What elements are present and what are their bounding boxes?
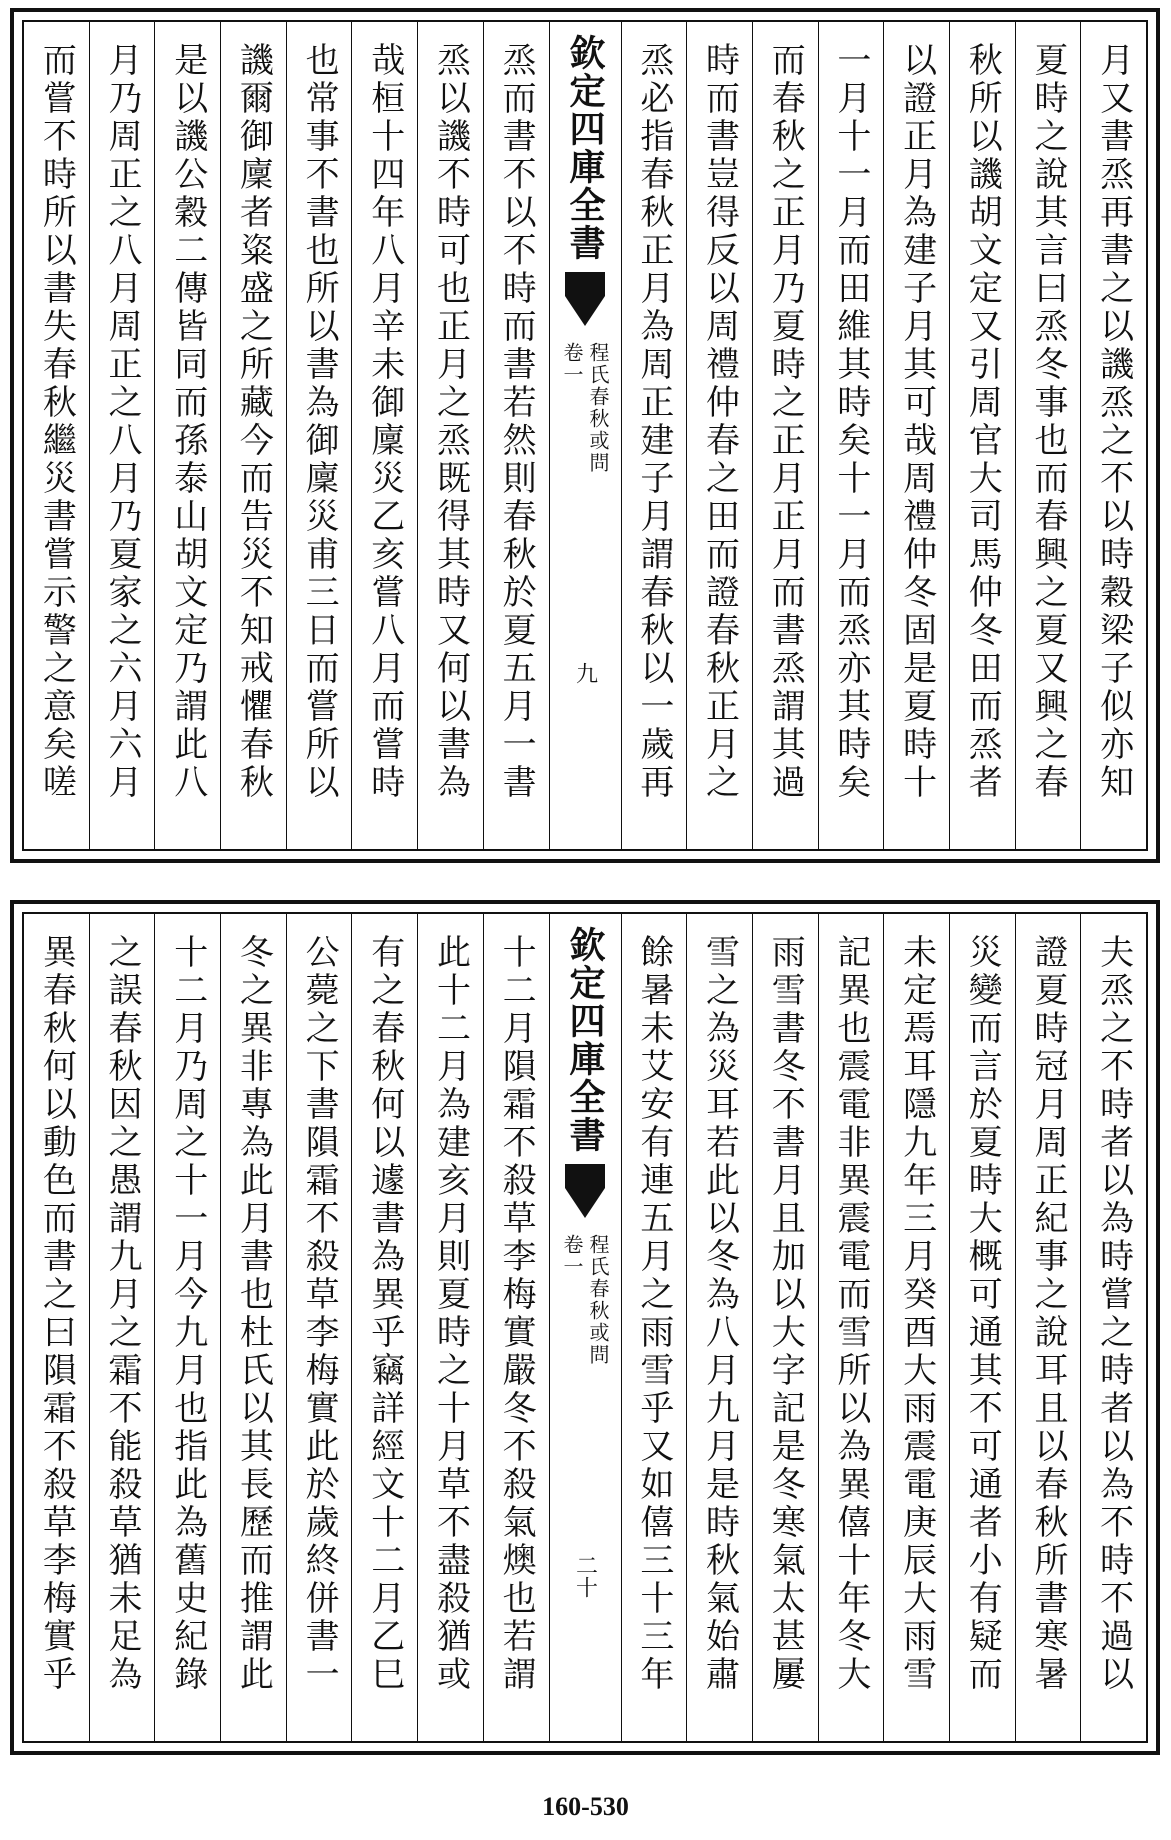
text-column bbox=[89, 22, 155, 849]
text-column bbox=[1080, 914, 1146, 1741]
fish-tail-mark-icon bbox=[565, 272, 605, 332]
page-center-fold bbox=[549, 914, 621, 1741]
column-text: 十二月隕霜不殺草李梅實嚴冬不殺氣燠也若謂 bbox=[496, 934, 537, 1694]
top-page bbox=[10, 8, 1160, 863]
text-column bbox=[351, 914, 417, 1741]
page-center-fold bbox=[549, 22, 621, 849]
text-column bbox=[949, 914, 1015, 1741]
work-title: 程氏春秋或問 bbox=[586, 1234, 610, 1366]
page-number: 九 bbox=[572, 662, 598, 684]
text-column bbox=[686, 914, 752, 1741]
work-title: 程氏春秋或問 bbox=[586, 342, 610, 474]
column-text: 哉桓十四年八月辛未御廩災乙亥嘗八月而嘗時 bbox=[364, 42, 405, 802]
page-code: 160-530 bbox=[542, 1792, 629, 1821]
column-text: 未定焉耳隱九年三月癸酉大雨震電庚辰大雨雪 bbox=[896, 934, 937, 1694]
text-column bbox=[220, 22, 286, 849]
book-title: 欽定四庫全書 bbox=[564, 34, 606, 262]
text-column bbox=[621, 914, 687, 1741]
text-column bbox=[483, 22, 549, 849]
column-text: 十二月乃周之十一月今九月也指此為舊史紀錄 bbox=[167, 934, 208, 1694]
text-column bbox=[818, 22, 884, 849]
text-column bbox=[621, 22, 687, 849]
text-column bbox=[883, 22, 949, 849]
column-text: 此十二月為建亥月則夏時之十月草不盡殺猶或 bbox=[430, 934, 471, 1694]
text-column bbox=[89, 914, 155, 1741]
column-text: 夫烝之不時者以為時嘗之時者以為不時不過以 bbox=[1093, 934, 1134, 1694]
text-column bbox=[417, 914, 483, 1741]
top-page-frame bbox=[22, 20, 1148, 851]
text-column bbox=[24, 914, 89, 1741]
column-text: 是以譏公穀二傳皆同而孫泰山胡文定乃謂此八 bbox=[167, 42, 208, 802]
bottom-page bbox=[10, 900, 1160, 1755]
text-column bbox=[220, 914, 286, 1741]
text-column bbox=[752, 914, 818, 1741]
column-text: 月又書烝再書之以譏烝之不以時穀梁子似亦知 bbox=[1093, 42, 1134, 802]
column-text: 餘暑未艾安有連五月之雨雪乎又如僖三十三年 bbox=[633, 934, 674, 1694]
column-text: 夏時之說其言曰烝冬事也而春興之夏又興之春 bbox=[1027, 42, 1068, 802]
column-text: 有之春秋何以遽書為異乎竊詳經文十二月乙巳 bbox=[364, 934, 405, 1694]
column-text: 烝以譏不時可也正月之烝既得其時又何以書為 bbox=[430, 42, 471, 802]
text-column bbox=[24, 22, 89, 849]
text-column bbox=[483, 914, 549, 1741]
text-column bbox=[1080, 22, 1146, 849]
column-text: 烝而書不以不時而書若然則春秋於夏五月一書 bbox=[496, 42, 537, 802]
text-column bbox=[818, 914, 884, 1741]
text-column bbox=[154, 22, 220, 849]
column-text: 一月十一月而田維其時矣十一月而烝亦其時矣 bbox=[830, 42, 871, 802]
column-text: 烝必指春秋正月為周正建子月謂春秋以一歲再 bbox=[633, 42, 674, 802]
page-number: 二十 bbox=[572, 1554, 598, 1598]
column-text: 異春秋何以動色而書之曰隕霜不殺草李梅實乎 bbox=[36, 934, 77, 1694]
column-text: 而嘗不時所以書失春秋繼災書嘗示警之意矣嗟 bbox=[36, 42, 77, 802]
column-text: 公薨之下書隕霜不殺草李梅實此於歲終併書一 bbox=[299, 934, 340, 1694]
volume-label: 卷一 bbox=[560, 342, 584, 386]
text-column bbox=[686, 22, 752, 849]
column-text: 雪之為災耳若此以冬為八月九月是時秋氣始肅 bbox=[699, 934, 740, 1694]
column-text: 譏爾御廩者粢盛之所藏今而告災不知戒懼春秋 bbox=[233, 42, 274, 802]
text-column bbox=[883, 914, 949, 1741]
text-column bbox=[417, 22, 483, 849]
book-title: 欽定四庫全書 bbox=[564, 926, 606, 1154]
text-column bbox=[752, 22, 818, 849]
fish-tail-mark-icon bbox=[565, 1164, 605, 1224]
column-text: 之誤春秋因之愚謂九月之霜不能殺草猶未足為 bbox=[102, 934, 143, 1694]
column-text: 時而書豈得反以周禮仲春之田而證春秋正月之 bbox=[699, 42, 740, 802]
text-column bbox=[286, 914, 352, 1741]
column-text: 雨雪書冬不書月且加以大字記是冬寒氣太甚屢 bbox=[765, 934, 806, 1694]
column-text: 記異也震電非異震電而雪所以為異僖十年冬大 bbox=[830, 934, 871, 1694]
text-column bbox=[351, 22, 417, 849]
text-column bbox=[154, 914, 220, 1741]
text-column bbox=[1015, 22, 1081, 849]
column-text: 而春秋之正月乃夏時之正月正月而書烝謂其過 bbox=[765, 42, 806, 802]
bottom-page-frame bbox=[22, 912, 1148, 1743]
text-column bbox=[286, 22, 352, 849]
text-column bbox=[949, 22, 1015, 849]
column-text: 證夏時冠月周正紀事之說耳且以春秋所書寒暑 bbox=[1027, 934, 1068, 1694]
column-text: 月乃周正之八月周正之八月乃夏家之六月六月 bbox=[102, 42, 143, 802]
column-text: 以證正月為建子月其可哉周禮仲冬固是夏時十 bbox=[896, 42, 937, 802]
text-column bbox=[1015, 914, 1081, 1741]
column-text: 冬之異非專為此月書也杜氏以其長歷而推謂此 bbox=[233, 934, 274, 1694]
column-text: 災變而言於夏時大概可通其不可通者小有疑而 bbox=[962, 934, 1003, 1694]
column-text: 也常事不書也所以書為御廩災甫三日而嘗所以 bbox=[299, 42, 340, 802]
column-text: 秋所以譏胡文定又引周官大司馬仲冬田而烝者 bbox=[962, 42, 1003, 802]
volume-label: 卷一 bbox=[560, 1234, 584, 1278]
